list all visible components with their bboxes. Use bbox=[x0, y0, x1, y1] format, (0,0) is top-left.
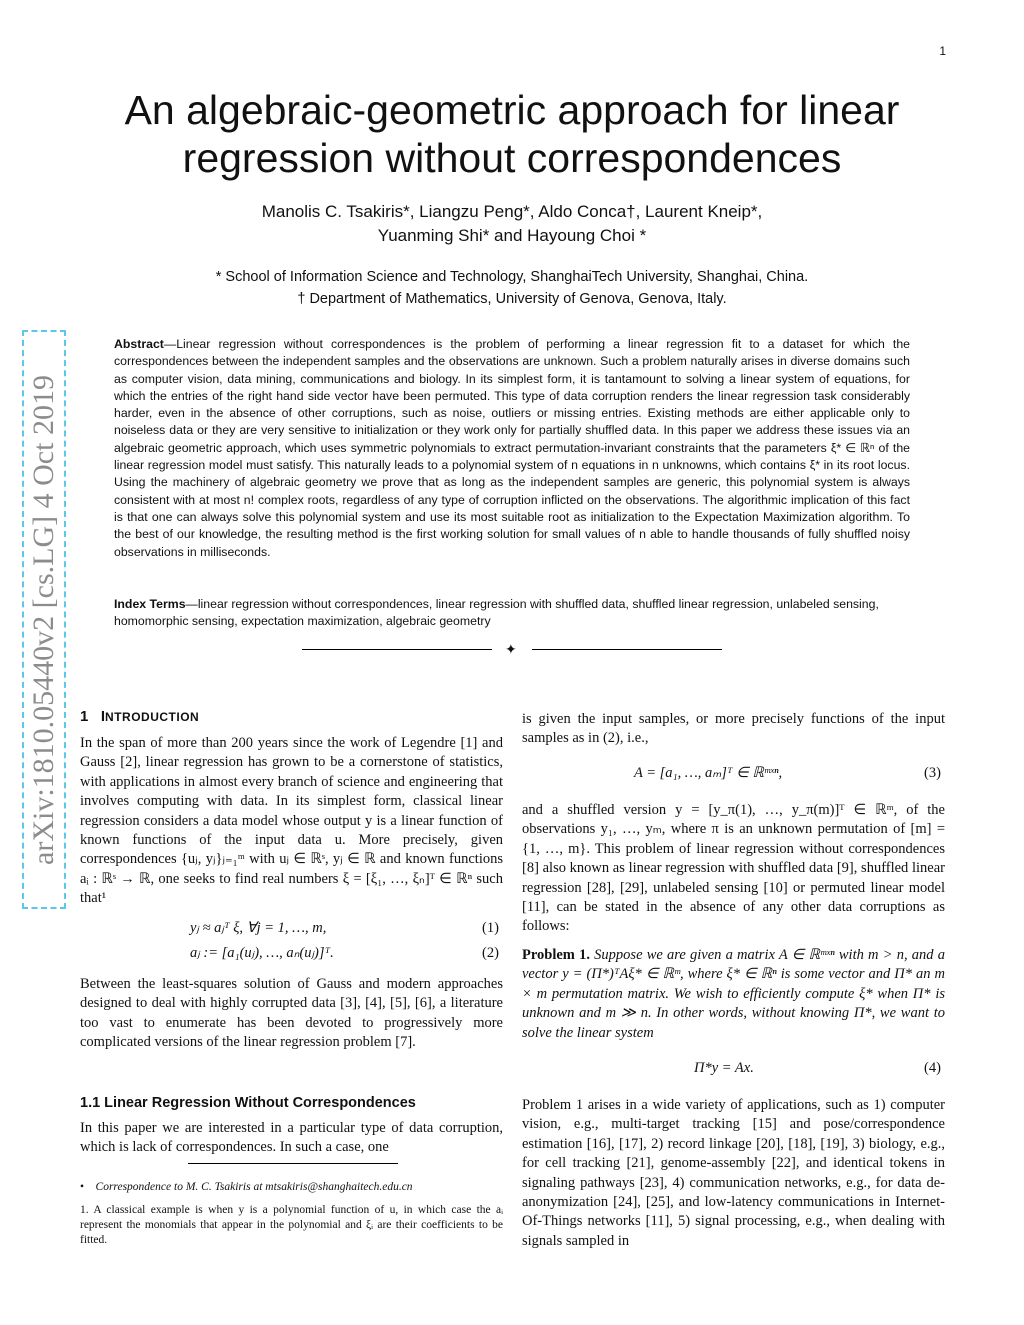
section-1-title-initial: I bbox=[100, 708, 106, 725]
intro-paragraph-2: Between the least-squares solution of Gauss and modern approaches designed to deal with highly corrupted data [3], [4], [5], [6], a literature too vast to enumerate has been devoted to progressively more complicated versions of the linear regression problem [7]. bbox=[80, 976, 503, 1051]
footnote-1: 1. A classical example is when y is a polynomial function of u, in which case the aᵢ represent the monomials that appear in the polynomial and ξᵢ are their coefficients to be fitted. bbox=[80, 1204, 503, 1246]
equation-4-number: (4) bbox=[924, 1060, 941, 1076]
section-1-title-rest: NTRODUCTION bbox=[105, 710, 200, 724]
equation-1: yⱼ ≈ aⱼᵀ ξ, ∀j = 1, …, m, bbox=[190, 920, 327, 936]
equation-4: Π*y = Ax. bbox=[694, 1060, 754, 1076]
equation-3: A = [a₁, …, aₘ]ᵀ ∈ ℝᵐˣⁿ, bbox=[634, 765, 783, 781]
authors-line-1: Manolis C. Tsakiris*, Liangzu Peng*, Aldo Conca†, Laurent Kneip*, bbox=[261, 202, 763, 221]
index-terms-text: —linear regression without correspondences, linear regression with shuffled data, shuffled linear regression, unlabeled sensing, homomorphic sensing, expectation maximization, algebraic geometry bbox=[114, 597, 879, 629]
index-terms-label: Index Terms bbox=[114, 597, 186, 611]
divider-line-right bbox=[532, 649, 722, 650]
authors-line-2: Yuanming Shi* and Hayoung Choi * bbox=[377, 226, 647, 245]
problem-1-label: Problem 1. bbox=[522, 947, 590, 963]
abstract-text: —Linear regression without correspondences is the problem of performing a linear regression fit to a dataset for which the correspondences between the independent samples and the observations are unknown. Such a problem naturally arises in diverse domains such as computer vision, data mining, communications and biology. In its simplest form, it is tantamount to solving a linear system of equations, for which the entries of the right hand side vector have been permuted. This type of data corruption renders the linear regression task considerably harder, even in the absence of other corruptions, such as noise, outliers or missing entries. Existing methods are either applicable only to noiseless data or they are very sensitive to initialization or they work only for partially shuffled data. In this paper we address these issues via an algebraic geometric approach, which uses symmetric polynomials to extract permutation-invariant constraints that the parameters ξ* ∈ ℝⁿ of the linear regression model must satisfy. This naturally leads to a polynomial system of n equations in n unknowns, which contains ξ* in its root locus. Using the machinery of algebraic geometry we prove that as long as the independent samples are generic, this polynomial system is always consistent with at most n! complex roots, regardless of any type of corruption inflicted on the observations. The algorithmic implication of this fact is that one can always solve this polynomial system and use its most suitable root as initialization to the Expectation Maximization algorithm. To the best of our knowledge, the resulting method is the first working solution for small values of n able to handle thousands of fully shuffled noisy observations in milliseconds. bbox=[114, 337, 910, 559]
paper-title: An algebraic-geometric approach for linear regression without correspondences bbox=[124, 87, 900, 181]
affiliations bbox=[60, 266, 964, 310]
footnote-bullet: • bbox=[80, 1181, 85, 1193]
col2-paragraph-2: and a shuffled version y = [y_π(1), …, y_π(m)]ᵀ ∈ ℝᵐ, of the observations y₁, …, yₘ, where π is an unknown permutation of [m] = {1, …, m}. This problem of linear regression without correspondences [8] also known as linear regression with shuffled data [9], shuffled linear regression [28], [29], unlabeled sensing [10] or permuted linear model [11], can be stated in the absence of any other data corruptions as follows: bbox=[522, 802, 945, 935]
intro-paragraph-1: In the span of more than 200 years since the work of Legendre [1] and Gauss [2], linear regression has grown to be a cornerstone of statistics, with applications in almost every branch of science and engineering that involves computing with data. In its simplest form, classical linear regression considers a data model whose output y is a linear function of known functions of the input data u. More precisely, given correspondences {uⱼ, yⱼ}ⱼ₌₁ᵐ with uⱼ ∈ ℝˢ, yⱼ ∈ ℝ and known functions aᵢ : ℝˢ → ℝ, one seeks to find real numbers ξ = [ξ₁, …, ξₙ]ᵀ ∈ ℝⁿ such that¹ bbox=[80, 735, 503, 907]
divider-line-left bbox=[302, 649, 492, 650]
col2-paragraph-1: is given the input samples, or more precisely functions of the input samples as in (2), i.e., bbox=[522, 711, 945, 747]
equation-2-number: (2) bbox=[482, 945, 499, 961]
abstract-label: Abstract bbox=[114, 337, 164, 351]
authors bbox=[60, 200, 964, 248]
arxiv-stamp-text[interactable]: arXiv:1810.05440v2 [cs.LG] 4 Oct 2019 bbox=[27, 374, 60, 865]
affiliation-2: † Department of Mathematics, University of Genova, Genova, Italy. bbox=[297, 291, 727, 307]
correspondence-text: Correspondence to M. C. Tsakiris at mtsakiris@shanghaitech.edu.cn bbox=[95, 1181, 413, 1193]
correspondence-note bbox=[80, 1180, 503, 1195]
abstract bbox=[114, 336, 910, 561]
section-1-number: 1 bbox=[80, 708, 89, 725]
col2-paragraph-3: Problem 1 arises in a wide variety of applications, such as 1) computer vision, e.g., multi-target tracking [15] and pose/correspondence estimation [16], [17], 2) record linkage [20], [18], [19], 3) biology, e.g., for cell tracking [21], genome-assembly [22], and identical tokens in signaling pathways [23], 4) communication networks, e.g., for data de-anonymization [24], [25], and low-latency communications in Internet-Of-Things networks [11], 5) signal processing, e.g., when dealing with signals sampled in bbox=[522, 1097, 945, 1249]
problem-1-text: Suppose we are given a matrix A ∈ ℝᵐˣⁿ with m > n, and a vector y = (Π*)ᵀAξ* ∈ ℝᵐ, where ξ* ∈ ℝⁿ is some vector and Π* an m × m permutation matrix. We wish to efficiently compute ξ* when Π* is unknown and m ≫ n. In other words, without knowing Π*, we want to solve the linear system bbox=[522, 947, 945, 1041]
diamond-icon: ✦ bbox=[505, 643, 517, 658]
equation-3-number: (3) bbox=[924, 765, 941, 781]
section-1-heading bbox=[80, 708, 503, 725]
arxiv-stamp[interactable] bbox=[22, 330, 66, 909]
index-terms bbox=[114, 596, 910, 631]
section-1-1-paragraph: In this paper we are interested in a particular type of data corruption, which is lack of correspondences. In such a case, one bbox=[80, 1120, 503, 1156]
equation-1-number: (1) bbox=[482, 920, 499, 936]
equation-2: aⱼ := [a₁(uⱼ), …, aₙ(uⱼ)]ᵀ. bbox=[190, 945, 334, 961]
affiliation-1: * School of Information Science and Technology, ShanghaiTech University, Shanghai, China. bbox=[215, 269, 809, 285]
problem-1 bbox=[522, 946, 945, 1043]
section-divider bbox=[302, 641, 722, 657]
footnote-rule bbox=[188, 1163, 398, 1164]
page-number: 1 bbox=[939, 44, 946, 58]
section-1-1-heading: 1.1 Linear Regression Without Correspondences bbox=[80, 1095, 416, 1111]
